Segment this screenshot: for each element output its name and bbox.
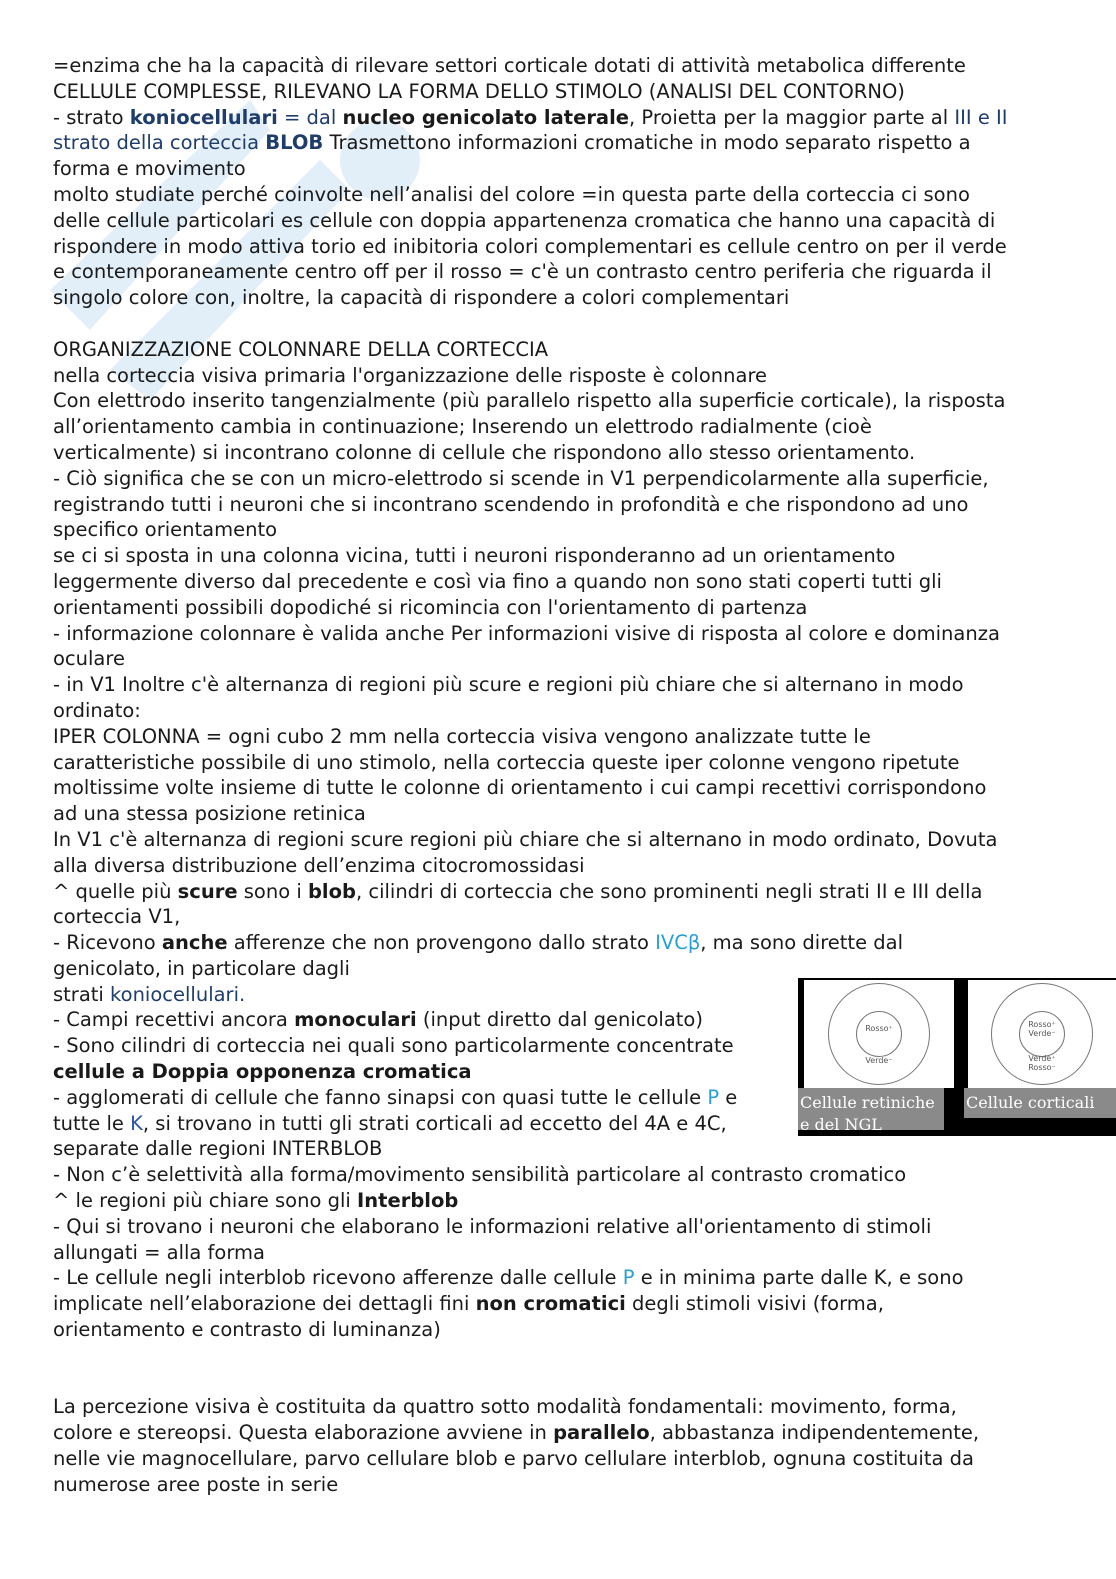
text-line: [53, 1291, 1063, 1317]
styled-text: III e II: [954, 105, 1008, 129]
text-line: [53, 337, 1063, 363]
text-segment: ad una stessa posizione retinica: [53, 802, 366, 826]
text-line: [53, 698, 1063, 724]
text-line: [53, 156, 1063, 182]
text-segment: numerose aree poste in serie: [53, 1472, 339, 1496]
center-label: Rosso⁺: [865, 1024, 893, 1033]
styled-text: = dal: [277, 105, 343, 129]
styled-text: P: [622, 1266, 635, 1290]
text-segment: =enzima che ha la capacità di rilevare settori corticale dotati di attività metabolica differente: [53, 54, 966, 77]
text-segment: separate dalle regioni INTERBLOB: [53, 1137, 383, 1161]
styled-text: IVCβ: [655, 931, 701, 955]
styled-text: strato della corteccia: [53, 131, 266, 155]
text-line: [53, 1472, 1063, 1498]
text-line: [53, 1136, 1063, 1162]
styled-text: nucleo genicolato laterale: [342, 105, 630, 129]
figure-caption-cortical: Cellule corticali: [964, 1088, 1116, 1118]
text-line: [53, 1162, 1063, 1188]
styled-text: non cromatici: [475, 1292, 626, 1316]
receptive-field-figure: [798, 978, 1116, 1136]
text-segment: ordinato:: [53, 698, 141, 722]
text-line: [53, 259, 1063, 285]
text-line: [53, 646, 1063, 672]
text-line: [53, 53, 1063, 79]
styled-text: parallelo: [553, 1421, 650, 1445]
text-segment: implicate nell’elaborazione dei dettagli fini: [53, 1292, 476, 1316]
blank-line: [53, 311, 1063, 337]
text-line: [53, 853, 1063, 879]
text-line: [53, 363, 1063, 389]
text-segment: - in V1 Inoltre c'è alternanza di regioni più scure e regioni più chiare che si alternano in modo: [53, 673, 964, 697]
text-line: [53, 879, 1063, 905]
text-line: [53, 827, 1063, 853]
text-line: [53, 182, 1063, 208]
text-line: [53, 208, 1063, 234]
text-line: [53, 1394, 1063, 1420]
text-segment: CELLULE COMPLESSE, RILEVANO LA FORMA DELLO STIMOLO (ANALISI DEL CONTORNO): [53, 79, 905, 103]
surround-label: Verde⁺ Rosso⁻: [1028, 1054, 1056, 1072]
text-line: [53, 775, 1063, 801]
surround-label: Verde⁻: [865, 1056, 893, 1065]
text-line: [53, 492, 1063, 518]
text-segment: genicolato, in particolare dagli: [53, 956, 350, 980]
text-segment: - Campi recettivi ancora: [53, 1008, 295, 1032]
text-segment: La percezione visiva è costituita da quattro sotto modalità fondamentali: movimento, forma,: [53, 1395, 957, 1419]
styled-text: K: [130, 1111, 143, 1135]
text-segment: , Proietta per la maggior parte al: [629, 105, 955, 129]
text-segment: se ci si sposta in una colonna vicina, tutti i neuroni risponderanno ad un orientamento: [53, 544, 896, 568]
text-line: [53, 105, 1063, 131]
text-line: [53, 1420, 1063, 1446]
text-segment: moltissime volte insieme di tutte le colonne di orientamento i cui campi recettivi corrispondono: [53, 776, 987, 800]
text-line: [53, 79, 1063, 105]
text-segment: forma e movimento: [53, 157, 246, 181]
text-line: [53, 1446, 1063, 1472]
text-segment: sono i: [237, 879, 308, 903]
center-circle: [856, 1011, 902, 1057]
text-segment: , cilindri di corteccia che sono prominenti negli strati II e III della: [355, 879, 983, 903]
styled-text: P: [707, 1085, 720, 1109]
text-line: [53, 466, 1063, 492]
text-segment: e contemporaneamente centro off per il rosso = c'è un contrasto centro periferia che riguarda il: [53, 260, 992, 284]
blank-space: [53, 1343, 1063, 1395]
text-segment: all’orientamento cambia in continuazione; Inserendo un elettrodo radialmente (cioè: [53, 415, 872, 439]
text-segment: corteccia V1,: [53, 905, 181, 929]
styled-text: blob: [307, 879, 356, 903]
text-segment: - Le cellule negli interblob ricevono afferenze dalle cellule: [53, 1266, 623, 1290]
text-segment: registrando tutti i neuroni che si incontrano scendendo in profondità e che rispondono ad uno: [53, 492, 969, 516]
text-segment: IPER COLONNA = ogni cubo 2 mm nella corteccia visiva vengono analizzate tutte le: [53, 724, 871, 748]
text-line: [53, 1188, 1063, 1214]
retinal-cell-diagram: [804, 980, 954, 1088]
text-segment: ORGANIZZAZIONE COLONNARE DELLA CORTECCIA: [53, 337, 549, 361]
text-segment: rispondere in modo attiva torio ed inibitoria colori complementari es cellule centro on per il verde: [53, 234, 1007, 258]
text-line: [53, 130, 1063, 156]
text-segment: - agglomerati di cellule che fanno sinapsi con quasi tutte le cellule: [53, 1085, 708, 1109]
text-line: [53, 750, 1063, 776]
text-segment: degli stimoli visivi (forma,: [625, 1292, 884, 1316]
styled-text: anche: [161, 931, 228, 955]
text-segment: - informazione colonnare è valida anche Per informazioni visive di risposta al colore e dominanza: [53, 621, 1000, 645]
text-line: [53, 724, 1063, 750]
text-segment: e in minima parte dalle K, e sono: [634, 1266, 964, 1290]
text-segment: caratteristiche possibile di uno stimolo, nella corteccia queste iper colonne vengono ripetute: [53, 750, 960, 774]
text-segment: Trasmettono informazioni cromatiche in modo separato rispetto a: [323, 131, 971, 155]
text-line: [53, 801, 1063, 827]
text-segment: ^ le regioni più chiare sono gli: [53, 1189, 358, 1213]
text-segment: specifico orientamento: [53, 518, 278, 542]
text-line: [53, 595, 1063, 621]
text-line: [53, 621, 1063, 647]
text-segment: leggermente diverso dal precedente e così via fino a quando non sono stati coperti tutti gli: [53, 569, 942, 593]
text-segment: - Non c’è selettività alla forma/movimento sensibilità particolare al contrasto cromatico: [53, 1163, 907, 1187]
text-segment: - strato: [53, 105, 130, 129]
styled-text: Interblob: [357, 1189, 459, 1213]
styled-text: scure: [177, 879, 238, 903]
text-segment: , si trovano in tutti gli strati corticali ad eccetto del 4A e 4C,: [142, 1111, 727, 1135]
text-line: [53, 388, 1063, 414]
text-line: [53, 930, 1063, 956]
text-segment: colore e stereopsi. Questa elaborazione avviene in: [53, 1421, 554, 1445]
center-label: Rosso⁺ Verde⁻: [1028, 1020, 1056, 1038]
styled-text: cellule a Doppia opponenza cromatica: [53, 1060, 472, 1084]
text-segment: orientamento e contrasto di luminanza): [53, 1318, 441, 1342]
text-segment: allungati = alla forma: [53, 1240, 265, 1264]
text-segment: verticalmente) si incontrano colonne di cellule che rispondono allo stesso orientamento.: [53, 440, 916, 464]
text-segment: - Sono cilindri di corteccia nei quali sono particolarmente concentrate: [53, 1034, 734, 1058]
text-line: [53, 517, 1063, 543]
text-line: [53, 414, 1063, 440]
text-segment: oculare: [53, 647, 125, 671]
text-segment: molto studiate perché coinvolte nell’analisi del colore =in questa parte della corteccia ci sono: [53, 182, 970, 206]
text-segment: afferenze che non provengono dallo strato: [227, 931, 656, 955]
text-segment: , abbastanza indipendentemente,: [649, 1421, 980, 1445]
text-line: [53, 234, 1063, 260]
cortical-cell-diagram: [968, 980, 1116, 1088]
text-segment: tutte le: [53, 1111, 131, 1135]
text-segment: (input diretto dal genicolato): [416, 1008, 703, 1032]
text-line: [53, 1265, 1063, 1291]
text-line: [53, 1214, 1063, 1240]
text-segment: - Ricevono: [53, 931, 162, 955]
text-segment: alla diversa distribuzione dell’enzima citocromossidasi: [53, 853, 585, 877]
text-segment: , ma sono dirette dal: [700, 931, 904, 955]
styled-text: BLOB: [265, 131, 324, 155]
styled-text: koniocellulari.: [110, 982, 246, 1006]
text-segment: singolo colore con, inoltre, la capacità di rispondere a colori complementari: [53, 286, 790, 310]
text-line: [53, 440, 1063, 466]
text-segment: ^ quelle più: [53, 879, 178, 903]
text-segment: nelle vie magnocellulare, parvo cellulare blob e parvo cellulare interblob, ognuna costituita da: [53, 1447, 974, 1471]
text-segment: orientamenti possibili dopodiché si ricomincia con l'orientamento di partenza: [53, 595, 808, 619]
text-segment: - Ciò significa che se con un micro-elettrodo si scende in V1 perpendicolarmente alla superficie,: [53, 466, 989, 490]
text-line: [53, 1317, 1063, 1343]
text-segment: - Qui si trovano i neuroni che elaborano le informazioni relative all'orientamento di stimoli: [53, 1214, 932, 1238]
document-body: [53, 53, 1063, 1498]
text-segment: delle cellule particolari es cellule con doppia appartenenza cromatica che hanno una capacità di: [53, 208, 996, 232]
text-line: [53, 543, 1063, 569]
text-line: [53, 1240, 1063, 1266]
text-segment: In V1 c'è alternanza di regioni scure regioni più chiare che si alternano in modo ordinato, Dovuta: [53, 827, 998, 851]
text-segment: e: [719, 1085, 738, 1109]
text-segment: strati: [53, 982, 111, 1006]
styled-text: monoculari: [294, 1008, 417, 1032]
text-line: [53, 904, 1063, 930]
styled-text: koniocellulari: [129, 105, 278, 129]
text-line: [53, 569, 1063, 595]
text-line: [53, 672, 1063, 698]
figure-caption-retinal: Cellule retiniche e del NGL: [798, 1088, 944, 1130]
text-segment: Con elettrodo inserito tangenzialmente (più parallelo rispetto alla superficie corticale), la risposta: [53, 389, 1006, 413]
text-segment: nella corteccia visiva primaria l'organizzazione delle risposte è colonnare: [53, 363, 768, 387]
text-line: [53, 285, 1063, 311]
